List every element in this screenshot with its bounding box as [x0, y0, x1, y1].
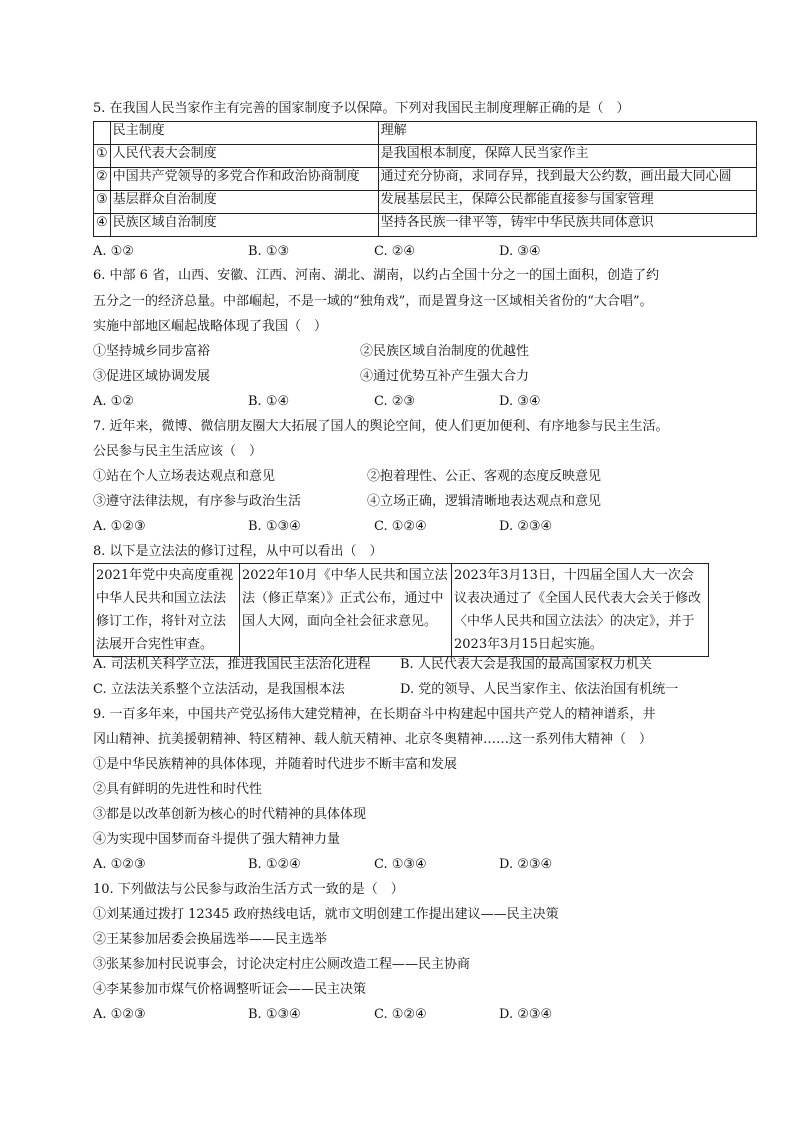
timeline-cell: 2021年党中央高度重视中华人民共和国立法法修订工作，将针对立法法展开合宪性审查。 [94, 564, 240, 657]
q6-item: ②民族区域自治制度的优越性 [360, 344, 530, 359]
q6-item: ①坚持城乡同步富裕 [93, 344, 211, 359]
q6-stem-line: 实施中部地区崛起战略体现了我国（ ） [93, 319, 328, 334]
q9-item: ②具有鲜明的先进性和时代性 [93, 782, 263, 797]
q8-option-a: A. 司法机关科学立法，推进我国民主法治化进程 [93, 657, 371, 672]
table-row [94, 168, 757, 191]
q7-option-a: A. ①②③ [93, 519, 146, 534]
q7-option-c: C. ①②④ [374, 519, 427, 534]
understanding-cell: 坚持各民族一律平等，铸牢中华民族共同体意识 [378, 214, 756, 237]
q10-option-c: C. ①②④ [374, 1007, 427, 1022]
q5-table [93, 121, 757, 237]
q5-option-a: A. ①② [93, 244, 134, 259]
q8-timeline-table [93, 563, 709, 657]
row-number: ④ [94, 214, 111, 237]
q10-option-b: B. ①③④ [248, 1007, 301, 1022]
understanding-cell: 通过充分协商，求同存异，找到最大公约数，画出最大同心圆 [378, 168, 756, 191]
row-number: ① [94, 145, 111, 168]
q9-stem-line: 冈山精神、抗美援朝精神、特区精神、载人航天精神、北京冬奥精神……这一系列伟大精神（ ） [93, 732, 653, 747]
q8-option-d: D. 党的领导、人民当家作主、依法治国有机统一 [400, 682, 679, 697]
q6-item: ③促进区域协调发展 [93, 369, 211, 384]
row-number: ③ [94, 191, 111, 214]
q10-item: ④李某参加市煤气价格调整听证会——民主决策 [93, 982, 367, 997]
system-cell: 民族区域自治制度 [110, 214, 378, 237]
q10-item: ①刘某通过拨打 12345 政府热线电话，就市文明创建工作提出建议——民主决策 [93, 907, 559, 922]
q8-option-c: C. 立法法关系整个立法活动，是我国根本法 [93, 682, 345, 697]
row-number: ② [94, 168, 111, 191]
timeline-cell: 2023年3月13日，十四届全国人大一次会议表决通过了《全国人民代表大会关于修改〈中华人民共和国立法法〉的决定》，并于2023年3月15日起实施。 [452, 564, 709, 657]
q10-option-a: A. ①②③ [93, 1007, 146, 1022]
q6-option-c: C. ②③ [374, 394, 416, 409]
q9-option-c: C. ①③④ [374, 857, 427, 872]
q10-stem: 10. 下列做法与公民参与政治生活方式一致的是（ ） [93, 882, 404, 897]
table-row [94, 145, 757, 168]
table-header-row [94, 122, 757, 145]
q8-stem: 8. 以下是立法法的修订过程，从中可以看出（ ） [93, 544, 383, 559]
q6-item: ④通过优势互补产生强大合力 [360, 369, 530, 384]
timeline-cell: 2022年10月《中华人民共和国立法法（修正草案）》正式公布，通过中国人大网，面向全社会征求意见。 [240, 564, 452, 657]
q10-item: ③张某参加村民说事会，讨论决定村庄公厕改造工程——民主协商 [93, 957, 471, 972]
q6-option-b: B. ①④ [248, 394, 290, 409]
q7-stem-line: 7. 近年来，微博、微信朋友圈大大拓展了国人的舆论空间，使人们更加便利、有序地参与民主生活。 [93, 419, 669, 434]
q9-item: ①是中华民族精神的具体体现，并随着时代进步不断丰富和发展 [93, 757, 458, 772]
table-row [94, 191, 757, 214]
q9-item: ③都是以改革创新为核心的时代精神的具体体现 [93, 807, 367, 822]
q6-option-a: A. ①② [93, 394, 134, 409]
q7-option-d: D. ②③④ [499, 519, 553, 534]
header-cell: 民主制度 [110, 122, 378, 145]
q10-option-d: D. ②③④ [499, 1007, 553, 1022]
q8-option-b: B. 人民代表大会是我国的最高国家权力机关 [400, 657, 652, 672]
q7-item: ①站在个人立场表达观点和意见 [93, 469, 276, 484]
q5-stem: 5. 在我国人民当家作主有完善的国家制度予以保障。下列对我国民主制度理解正确的是（ ） [93, 101, 630, 116]
q6-stem-line: 五分之一的经济总量。中部崛起，不是一域的“独角戏”，而是置身这一区域相关省份的“大合唱”。 [93, 294, 653, 309]
header-cell: 理解 [378, 122, 756, 145]
q7-item: ④立场正确，逻辑清晰地表达观点和意见 [367, 494, 602, 509]
system-cell: 人民代表大会制度 [110, 145, 378, 168]
understanding-cell: 是我国根本制度，保障人民当家作主 [378, 145, 756, 168]
q6-option-d: D. ③④ [499, 394, 541, 409]
q5-option-b: B. ①③ [248, 244, 290, 259]
q6-stem-line: 6. 中部 6 省，山西、安徽、江西、河南、湖北、湖南，以约占全国十分之一的国土面积，创造了约 [93, 268, 660, 283]
table-row [94, 214, 757, 237]
system-cell: 基层群众自治制度 [110, 191, 378, 214]
q5-option-c: C. ②④ [374, 244, 416, 259]
q5-option-d: D. ③④ [499, 244, 541, 259]
q10-item: ②王某参加居委会换届选举——民主选举 [93, 932, 328, 947]
understanding-cell: 发展基层民主，保障公民都能直接参与国家管理 [378, 191, 756, 214]
q7-option-b: B. ①③④ [248, 519, 301, 534]
q9-option-d: D. ②③④ [499, 857, 553, 872]
q7-item: ②抱着理性、公正、客观的态度反映意见 [367, 469, 602, 484]
q7-item: ③遵守法律法规，有序参与政治生活 [93, 494, 302, 509]
q9-option-a: A. ①②③ [93, 857, 146, 872]
system-cell: 中国共产党领导的多党合作和政治协商制度 [110, 168, 378, 191]
table-row [94, 564, 709, 657]
q7-stem-line: 公民参与民主生活应该（ ） [93, 444, 263, 459]
header-blank-cell [94, 122, 111, 145]
q9-item: ④为实现中国梦而奋斗提供了强大精神力量 [93, 832, 341, 847]
q9-stem-line: 9. 一百多年来，中国共产党弘扬伟大建党精神，在长期奋斗中构建起中国共产党人的精神谱系，井 [93, 707, 656, 722]
q9-option-b: B. ①②④ [248, 857, 301, 872]
